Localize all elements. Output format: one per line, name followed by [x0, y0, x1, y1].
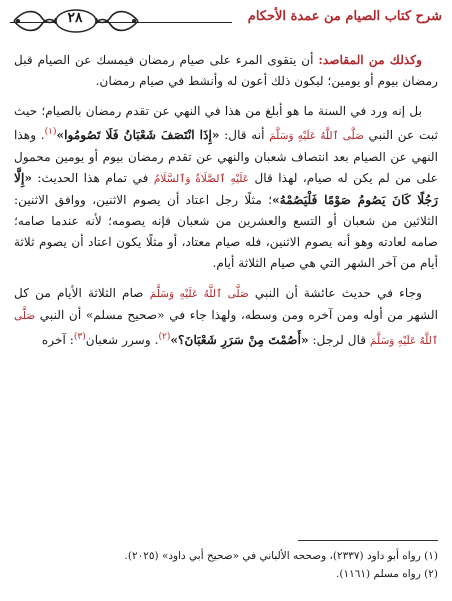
- paragraph-3: [14, 283, 438, 352]
- paragraph-text: : آخره: [41, 333, 74, 348]
- paragraph-text: ؛ مثلًا رجل اعتاد أن يصوم الاثنين، ووافق الاثنين: الثلاثين من شعبان أو التسع والعشرين من شعبان فإنه يصومه؛ لأنه عندما صامه؛ صامه لعادته وهو أنه يصوم الاثنين، فله صيام معتاد، أو مثلًا يكون اعتاد أن يصوم ثلاثة أيام من آخر الشهر التي هي صيام الثلاثة أيام.: [14, 193, 438, 271]
- paragraph-text: بل إنه ورد في السنة ما هو أبلغ من هذا في النهي عن تقدم رمضان بالصيام؛ حيث ثبت عن النبي: [14, 104, 438, 143]
- hadith-quote: «أَصُمْتَ مِنْ سَرَرِ شَعْبَانَ؟»: [170, 333, 309, 348]
- salutation: عَلَيْهِ ٱلصَّلَاةُ وَٱلسَّلَامُ: [153, 173, 250, 186]
- footnotes: [14, 540, 438, 583]
- footnote-rule: [298, 540, 438, 541]
- paragraph-text: أن يتقوى المرء على صيام رمضان فيمسك عن الصيام قبل رمضان بيوم أو يومين؛ ليكون ذلك أعون له وأنشط في صيام رمضان.: [14, 53, 438, 88]
- footnote-ref[interactable]: (٣): [73, 332, 86, 343]
- running-title: شرح كتاب الصيام من عمدة الأحكام: [247, 9, 442, 24]
- page-header: [10, 6, 442, 36]
- paragraph-lead: وكذلك من المقاصد:: [318, 53, 422, 67]
- hadith-quote: «إِذَا انْتَصَفَ شَعْبَانُ فَلَا تَصُومُوا»: [56, 128, 220, 143]
- paragraph-text: وجاء في حديث عائشة أن النبي: [248, 286, 422, 301]
- paragraph-1: [14, 50, 438, 92]
- footnote-ref[interactable]: (١): [44, 127, 57, 137]
- paragraph-2: [14, 101, 438, 274]
- salutation: صَلَّى ٱللَّهُ عَلَيْهِ وَسَلَّمَ: [269, 130, 364, 143]
- paragraph-text: . وسرر شعبان: [85, 333, 159, 348]
- paragraph-text: أنه قال:: [219, 128, 270, 143]
- salutation: صَلَّى ٱللَّهُ عَلَيْهِ وَسَلَّمَ: [14, 310, 438, 348]
- page-number: ٢٨: [67, 10, 83, 26]
- footnote-2: (٢) رواه مسلم (١١٦١).: [336, 568, 438, 580]
- paragraph-text: قال لرجل:: [308, 333, 370, 348]
- hadith-quote: «إِلَّا رَجُلًا كَانَ يَصُومُ صَوْمًا فَلْيَصُمْهُ»: [14, 171, 438, 208]
- paragraph-text: صام الثلاثة الأيام من كل الشهر من أوله ومن آخره ومن وسطه، ولهذا جاء في «صحيح مسلم» أن النبي: [14, 286, 438, 323]
- paragraph-text: . وهذا النهي عن الصيام بعد انتصاف شعبان والنهي عن تقدم رمضان بيوم أو يومين محمول على من لم يكن له صيام، لهذا قال: [14, 128, 438, 186]
- body-text: [14, 50, 438, 361]
- footnote-1: (١) رواه أبو داود (٢٣٣٧)، وصححه الألباني في «صحيح أبي داود» (٢٠٢٥).: [124, 550, 438, 562]
- salutation: صَلَّى ٱللَّهُ عَلَيْهِ وَسَلَّمَ: [149, 288, 249, 301]
- paragraph-text: في تمام هذا الحديث:: [31, 171, 154, 186]
- footnote-ref[interactable]: (٢): [158, 332, 171, 343]
